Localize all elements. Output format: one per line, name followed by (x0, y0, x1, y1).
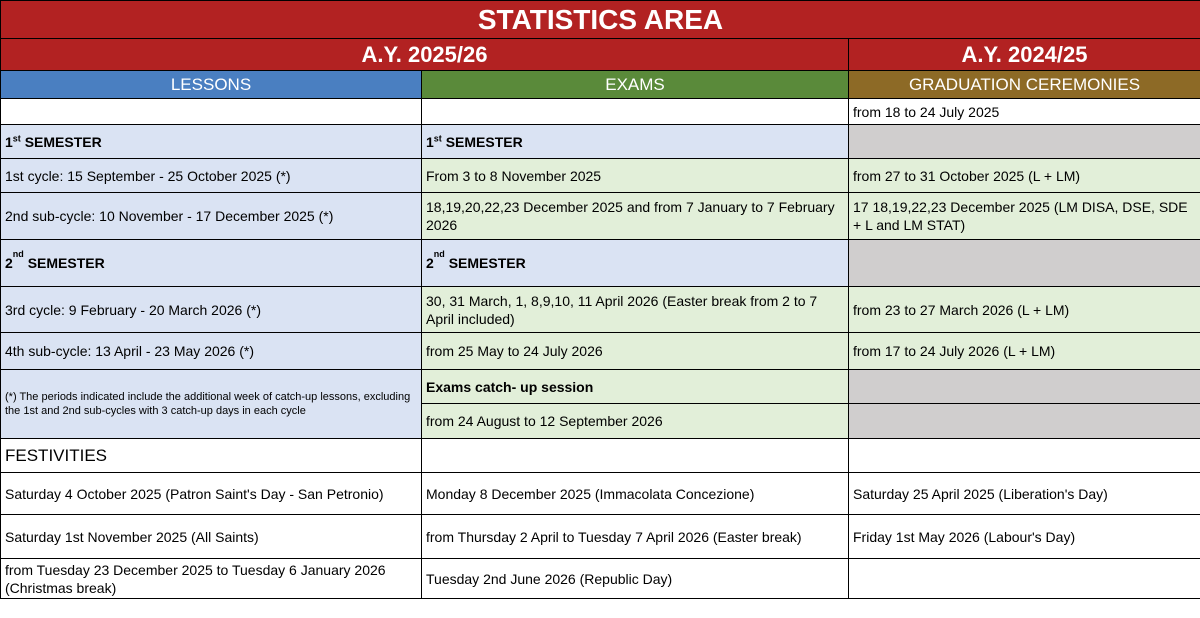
festivity-exams: Monday 8 December 2025 (Immacolata Concezione) (422, 473, 849, 515)
catchup-dates: from 24 August to 12 September 2026 (422, 404, 849, 439)
row1-exams: From 3 to 8 November 2025 (422, 159, 849, 193)
festivity-lessons: from Tuesday 23 December 2025 to Tuesday 6 January 2026 (Christmas break) (1, 559, 422, 599)
catchup-note: (*) The periods indicated include the additional week of catch-up lessons, excluding the 1st and 2nd sub-cycles with 3 catch-up days in each cycle (1, 370, 422, 439)
festivity-graduation: Saturday 25 April 2025 (Liberation's Day) (849, 473, 1200, 515)
empty-cell (1, 99, 422, 125)
semester-1-exams: 1st SEMESTER (422, 125, 849, 159)
grey-cell (849, 240, 1200, 287)
graduation-header: GRADUATION CEREMONIES (849, 71, 1200, 99)
festivity-exams: Tuesday 2nd June 2026 (Republic Day) (422, 559, 849, 599)
festivities-label: FESTIVITIES (1, 439, 422, 473)
festivity-lessons: Saturday 1st November 2025 (All Saints) (1, 515, 422, 559)
empty-cell (422, 439, 849, 473)
grey-cell (849, 125, 1200, 159)
row3-exams: 30, 31 March, 1, 8,9,10, 11 April 2026 (Easter break from 2 to 7 April included) (422, 287, 849, 333)
row4-lessons: 4th sub-cycle: 13 April - 23 May 2026 (*) (1, 333, 422, 370)
empty-cell (422, 99, 849, 125)
festivity-graduation: Friday 1st May 2026 (Labour's Day) (849, 515, 1200, 559)
grey-cell (849, 404, 1200, 439)
festivity-graduation (849, 559, 1200, 599)
semester-2-exams: 2nd SEMESTER (422, 240, 849, 287)
current-year-header: A.Y. 2025/26 (1, 39, 849, 71)
graduation-first: from 18 to 24 July 2025 (849, 99, 1200, 125)
semester-1-lessons: 1st SEMESTER (1, 125, 422, 159)
row2-graduation: 17 18,19,22,23 December 2025 (LM DISA, DSE, SDE + L and LM STAT) (849, 193, 1200, 240)
row1-graduation: from 27 to 31 October 2025 (L + LM) (849, 159, 1200, 193)
row3-graduation: from 23 to 27 March 2026 (L + LM) (849, 287, 1200, 333)
previous-year-header: A.Y. 2024/25 (849, 39, 1200, 71)
lessons-header: LESSONS (1, 71, 422, 99)
festivity-exams: from Thursday 2 April to Tuesday 7 April 2026 (Easter break) (422, 515, 849, 559)
empty-cell (849, 439, 1200, 473)
semester-2-lessons: 2nd SEMESTER (1, 240, 422, 287)
row1-lessons: 1st cycle: 15 September - 25 October 2025 (*) (1, 159, 422, 193)
row2-lessons: 2nd sub-cycle: 10 November - 17 December 2025 (*) (1, 193, 422, 240)
catchup-label: Exams catch- up session (422, 370, 849, 404)
row3-lessons: 3rd cycle: 9 February - 20 March 2026 (*) (1, 287, 422, 333)
row2-exams: 18,19,20,22,23 December 2025 and from 7 January to 7 February 2026 (422, 193, 849, 240)
exams-header: EXAMS (422, 71, 849, 99)
row4-exams: from 25 May to 24 July 2026 (422, 333, 849, 370)
festivity-lessons: Saturday 4 October 2025 (Patron Saint's Day - San Petronio) (1, 473, 422, 515)
page-title: STATISTICS AREA (1, 1, 1200, 39)
grey-cell (849, 370, 1200, 404)
row4-graduation: from 17 to 24 July 2026 (L + LM) (849, 333, 1200, 370)
